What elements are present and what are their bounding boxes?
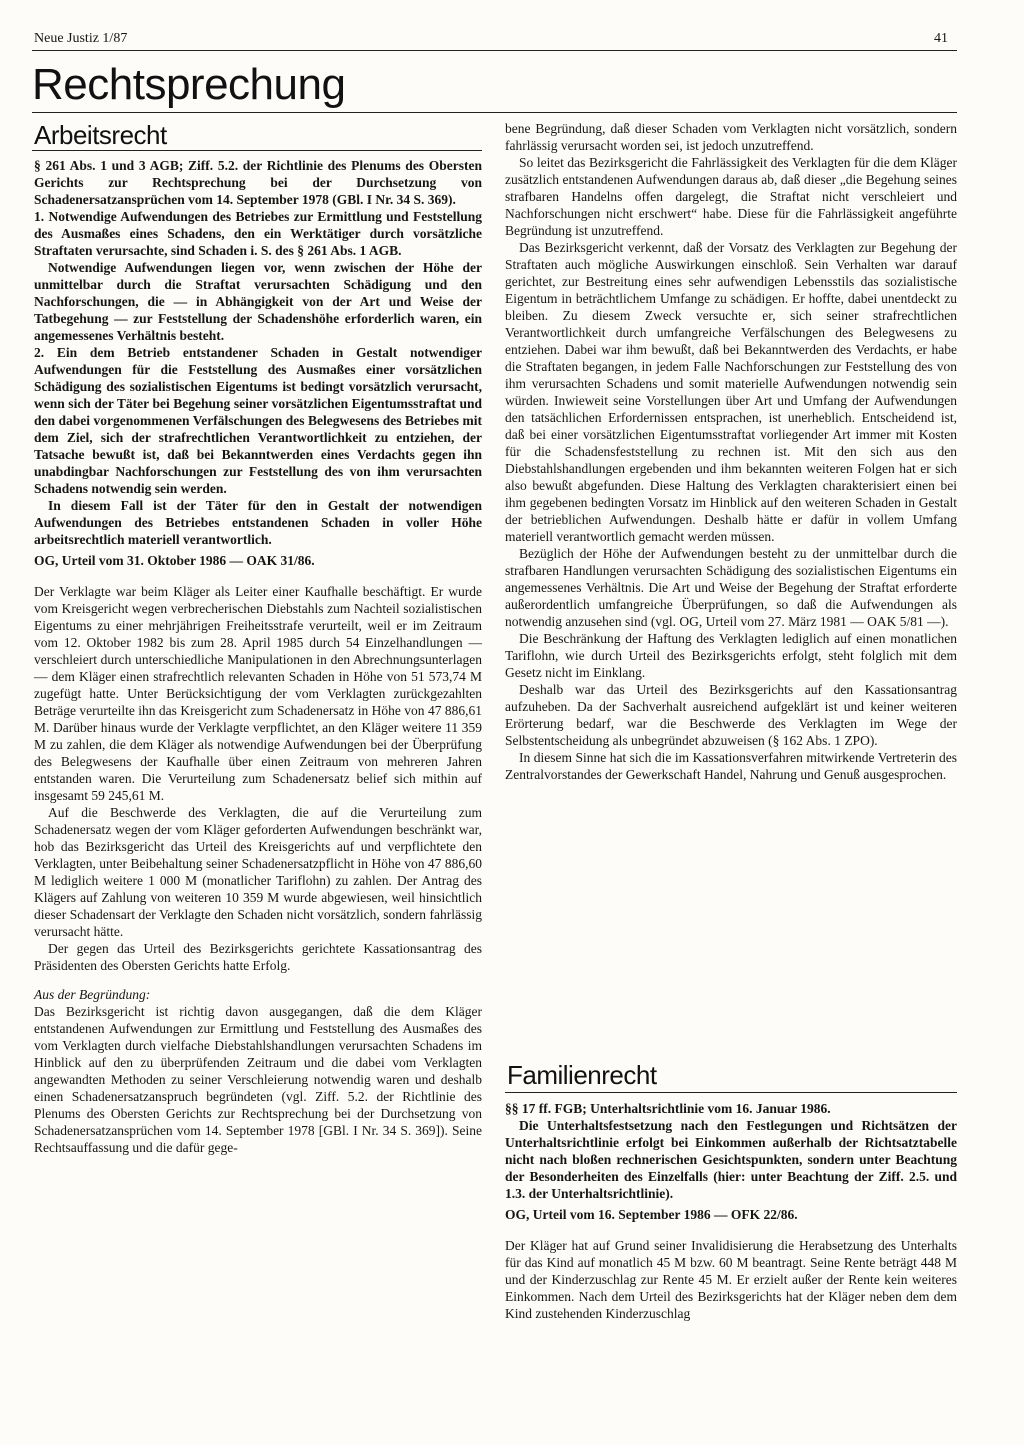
headnote-2: 2. Ein dem Betrieb entstandener Schaden in Gestalt notwendiger Aufwendungen für die Feststellung des Ausmaßes einer vorsätzlichen Schädigung des sozialistischen Eigentums ist bedingt vorsätzlich verursacht, wenn sich der Täter bei Begehung seiner vorsätzlichen Eigentumsstraftat und den dabei vorgenommenen Verfälschungen des Belegwesens des Betriebes mit dem Ziel, sich der strafrechtlichen Verantwortlichkeit zu entziehen, der Tatsache bewußt ist, daß bei Bekanntwerden eines Verdachts gegen ihn unabdingbar Nachforschungen zur Feststellung des von ihm verursachten Schadens notwendig sein werden. <box>34 345 482 496</box>
body-paragraph: Auf die Beschwerde des Verklagten, die auf die Verurteilung zum Schadenersatz wegen der vom Kläger geforderten Aufwendungen beschränkt war, hob das Bezirksgericht das Urteil des Kreisgerichts auf und verpflichtete den Verklagten, unter Beibehaltung seiner Schadenersatzpflicht in Höhe von 47 886,60 M lediglich weitere 1 000 M (monatlicher Tariflohn) zu zahlen. Der Antrag des Klägers auf Zahlung von weiteren 10 359 M wurde abgewiesen, weil hinsichtlich dieser Schadensart der Verklagte den Schaden nicht vorsätzlich, sondern fahrlässig verursacht hätte. <box>34 805 482 939</box>
section-title-familienrecht: Familienrecht <box>507 1060 657 1090</box>
body-paragraph: Die Beschränkung der Haftung des Verklagten lediglich auf einen monatlichen Tariflohn, wie durch Urteil des Bezirksgerichts erfolgt, steht folglich mit dem Gesetz nicht im Einklang. <box>505 631 957 680</box>
body-paragraph: Bezüglich der Höhe der Aufwendungen besteht zu der unmittelbar durch die strafbaren Handlungen verursachten Schädigung des sozialistischen Eigentums ein angemessenes Verhältnis. Die Art und Weise der Begehung der Straftat erforderte außerordentlich umfangreiche Überprüfungen, so daß die Aufwendungen als notwendig anzusehen sind (vgl. OG, Urteil vom 27. März 1981 — OAK 5/81 —). <box>505 546 957 629</box>
running-header-journal: Neue Justiz 1/87 <box>34 31 128 46</box>
right-column-bottom <box>505 1100 957 1322</box>
body-paragraph: Der Kläger hat auf Grund seiner Invalidisierung die Herabsetzung des Unterhalts für das Kind auf monatlich 45 M bzw. 60 M beantragt. Seine Rente beträgt 448 M und der Kinderzuschlag zur Rente 45 M. Er erzielt außer der Rente kein weiteres Einkommen. Nach dem Urteil des Bezirksgerichts hat der Kläger neben dem dem Kind zustehenden Kinderzuschlag <box>505 1238 957 1321</box>
headnote-reference: §§ 17 ff. FGB; Unterhaltsrichtlinie vom 16. Januar 1986. <box>505 1101 831 1116</box>
section-rule-arbeitsrecht <box>32 150 482 151</box>
title-rule <box>32 112 957 113</box>
headnote: Die Unterhaltsfestsetzung nach den Festlegungen und Richtsätzen der Unterhaltsrichtlinie erfolgt bei Einkommen außerhalb der Richtsatztabelle nicht nach bloßen rechnerischen Gesichtspunkten, sondern unter Beachtung der Besonderheiten des Einzelfalls (hier: unter Beachtung der Ziff. 2.5. und 1.3. der Unterhaltsrichtlinie). <box>505 1118 957 1201</box>
body-paragraph: So leitet das Bezirksgericht die Fahrlässigkeit des Verklagten für die dem Kläger zusätzlich entstandenen Aufwendungen daraus ab, daß dieser „die Begehung seines strafbaren Handelns offen dargelegt, die Straftat nicht verschleiert und Nachforschungen nicht erschwert“ habe. Diese für die Fahrlässigkeit angeführte Begründung ist unzutreffend. <box>505 155 957 238</box>
citation: OG, Urteil vom 16. September 1986 — OFK 22/86. <box>505 1207 798 1222</box>
body-paragraph: Der Verklagte war beim Kläger als Leiter einer Kaufhalle beschäftigt. Er wurde vom Kreisgericht wegen verbrecherischen Diebstahls zum Nachteil sozialistischen Eigentums zu einer mehrjährigen Freiheitsstrafe verurteilt, weil er im Zeitraum vom 12. Oktober 1982 bis zum 28. April 1985 durch 54 Einzelhandlungen — verschleiert durch unterschiedliche Manipulationen in den Abrechnungsunterlagen — dem Kläger einen strafrechtlich relevanten Schaden in Höhe von 51 573,74 M zugefügt hatte. Unter Berücksichtigung der vom Verklagten zurückgezahlten Beträge verurteilte ihn das Kreisgericht zum Schadenersatz in Höhe von 47 886,61 M. Darüber hinaus wurde der Verklagte verpflichtet, an den Kläger weitere 11 359 M zu zahlen, die dem Kläger als notwendige Aufwendungen bei der Überprüfung des Belegwesens der Kaufhalle über einen Zeitraum von mehreren Jahren entstanden waren. Die Verurteilung zum Schadenersatz belief sich mithin auf insgesamt 59 245,61 M. <box>34 584 482 803</box>
headnote-1: 1. Notwendige Aufwendungen des Betriebes zur Ermittlung und Feststellung des Ausmaßes eines Schadens, den ein Werktätiger durch vorsätzliche Straftaten verursachte, sind Schaden i. S. des § 261 Abs. 1 AGB. <box>34 209 482 258</box>
page-number: 41 <box>934 31 948 46</box>
left-column <box>34 157 482 1156</box>
reasoning-label: Aus der Begründung: <box>34 987 151 1002</box>
headnote-2b: In diesem Fall ist der Täter für den in Gestalt der notwendigen Aufwendungen des Betriebes entstandenen Schaden in voller Höhe arbeitsrechtlich materiell verantwortlich. <box>34 498 482 547</box>
body-paragraph: Das Bezirksgericht ist richtig davon ausgegangen, daß die dem Kläger entstandenen Aufwendungen zur Ermittlung und Feststellung des Ausmaßes des vom Verklagten durch vielfache Diebstahlshandlungen verursachten Schadens im Hinblick auf den zu überprüfenden Zeitraum und die dabei vom Verklagten angewandten Methoden zu seiner Verschleierung notwendig waren und deshalb einen Schadenersatzanspruch begründeten (vgl. Ziff. 5.2. der Richtlinie des Plenums des Obersten Gerichts zur Rechtsprechung bei der Durchsetzung von Schadenersatzansprüchen vom 14. September 1978 [GBl. I Nr. 34 S. 369]). Seine Rechtsauffassung und die dafür gege- <box>34 1004 482 1155</box>
right-column-top <box>505 120 957 783</box>
body-paragraph: Das Bezirksgericht verkennt, daß der Vorsatz des Verklagten zur Begehung der Straftaten auch mögliche Auswirkungen einschloß. Sein Verhalten war darauf gerichtet, zur Bestreitung eines sehr aufwendigen Lebensstils das sozialistische Eigentum in beträchtlichem Umfange zu schädigen. Er hoffte, dabei unentdeckt zu bleiben. Zu diesem Zweck versuchte er, sich seiner strafrechtlichen Verantwortlichkeit durch umfangreiche Verfälschungen des Belegwesens zu entziehen. Dabei war ihm bewußt, daß bei Bekanntwerden des Verdachts, er habe die Straftaten begangen, in jedem Falle Nachforschungen zur Feststellung des von ihm verursachten Schadens und somit materielle Aufwendungen notwendig sein würden. Inwieweit seine Vorstellungen über Art und Umfang der Aufwendungen den tatsächlichen Erfordernissen entsprachen, ist unerheblich. Entscheidend ist, daß bei einer vorsätzlichen Eigentumsstraftat vorliegender Art immer mit Kosten für die Schadensfeststellung zu rechnen ist. Mit den sich aus den Diebstahlshandlungen ergebenden und ihm bekannten weiteren Folgen hat er sich also bewußt abgefunden. Diese Haltung des Verklagten charakterisiert einen bei ihm gegebenen bedingten Vorsatz im Hinblick auf den weiteren Schaden in Gestalt der betrieblichen Aufwendungen. Deshalb hätte er dafür in vollem Umfang materiell verantwortlich gemacht werden müssen. <box>505 240 957 544</box>
body-paragraph: Der gegen das Urteil des Bezirksgerichts gerichtete Kassationsantrag des Präsidenten des Obersten Gerichts hatte Erfolg. <box>34 941 482 973</box>
citation: OG, Urteil vom 31. Oktober 1986 — OAK 31/86. <box>34 553 315 568</box>
section-title-arbeitsrecht: Arbeitsrecht <box>34 120 167 150</box>
header-rule <box>32 50 957 51</box>
body-paragraph: bene Begründung, daß dieser Schaden vom Verklagten nicht vorsätzlich, sondern fahrlässig verursacht worden sei, ist jedoch unzutreffend. <box>505 121 957 153</box>
section-rule-familienrecht <box>505 1092 957 1093</box>
headnote-1b: Notwendige Aufwendungen liegen vor, wenn zwischen der Höhe der unmittelbar durch die Straftat verursachten Schädigung und den Nachforschungen, die — in Abhängigkeit von der Art und Weise der Tatbegehung — zur Feststellung der Schadenshöhe erforderlich waren, ein angemessenes Verhältnis besteht. <box>34 260 482 343</box>
body-paragraph: Deshalb war das Urteil des Bezirksgerichts auf den Kassationsantrag aufzuheben. Da der Sachverhalt ausreichend aufgeklärt ist und keiner weiteren Erörterung bedarf, war die Beschwerde des Verklagten im Wege der Selbstentscheidung als unbegründet abzuweisen (§ 162 Abs. 1 ZPO). <box>505 682 957 748</box>
body-paragraph: In diesem Sinne hat sich die im Kassationsverfahren mitwirkende Vertreterin des Zentralvorstandes der Gewerkschaft Handel, Nahrung und Genuß ausgesprochen. <box>505 750 957 782</box>
main-title: Rechtsprechung <box>32 60 346 109</box>
headnote-reference: § 261 Abs. 1 und 3 AGB; Ziff. 5.2. der Richtlinie des Plenums des Obersten Gerichts zur Rechtsprechung bei der Durchsetzung von Schadenersatzansprüchen vom 14. September 1978 (GBl. I Nr. 34 S. 369). <box>34 158 482 207</box>
